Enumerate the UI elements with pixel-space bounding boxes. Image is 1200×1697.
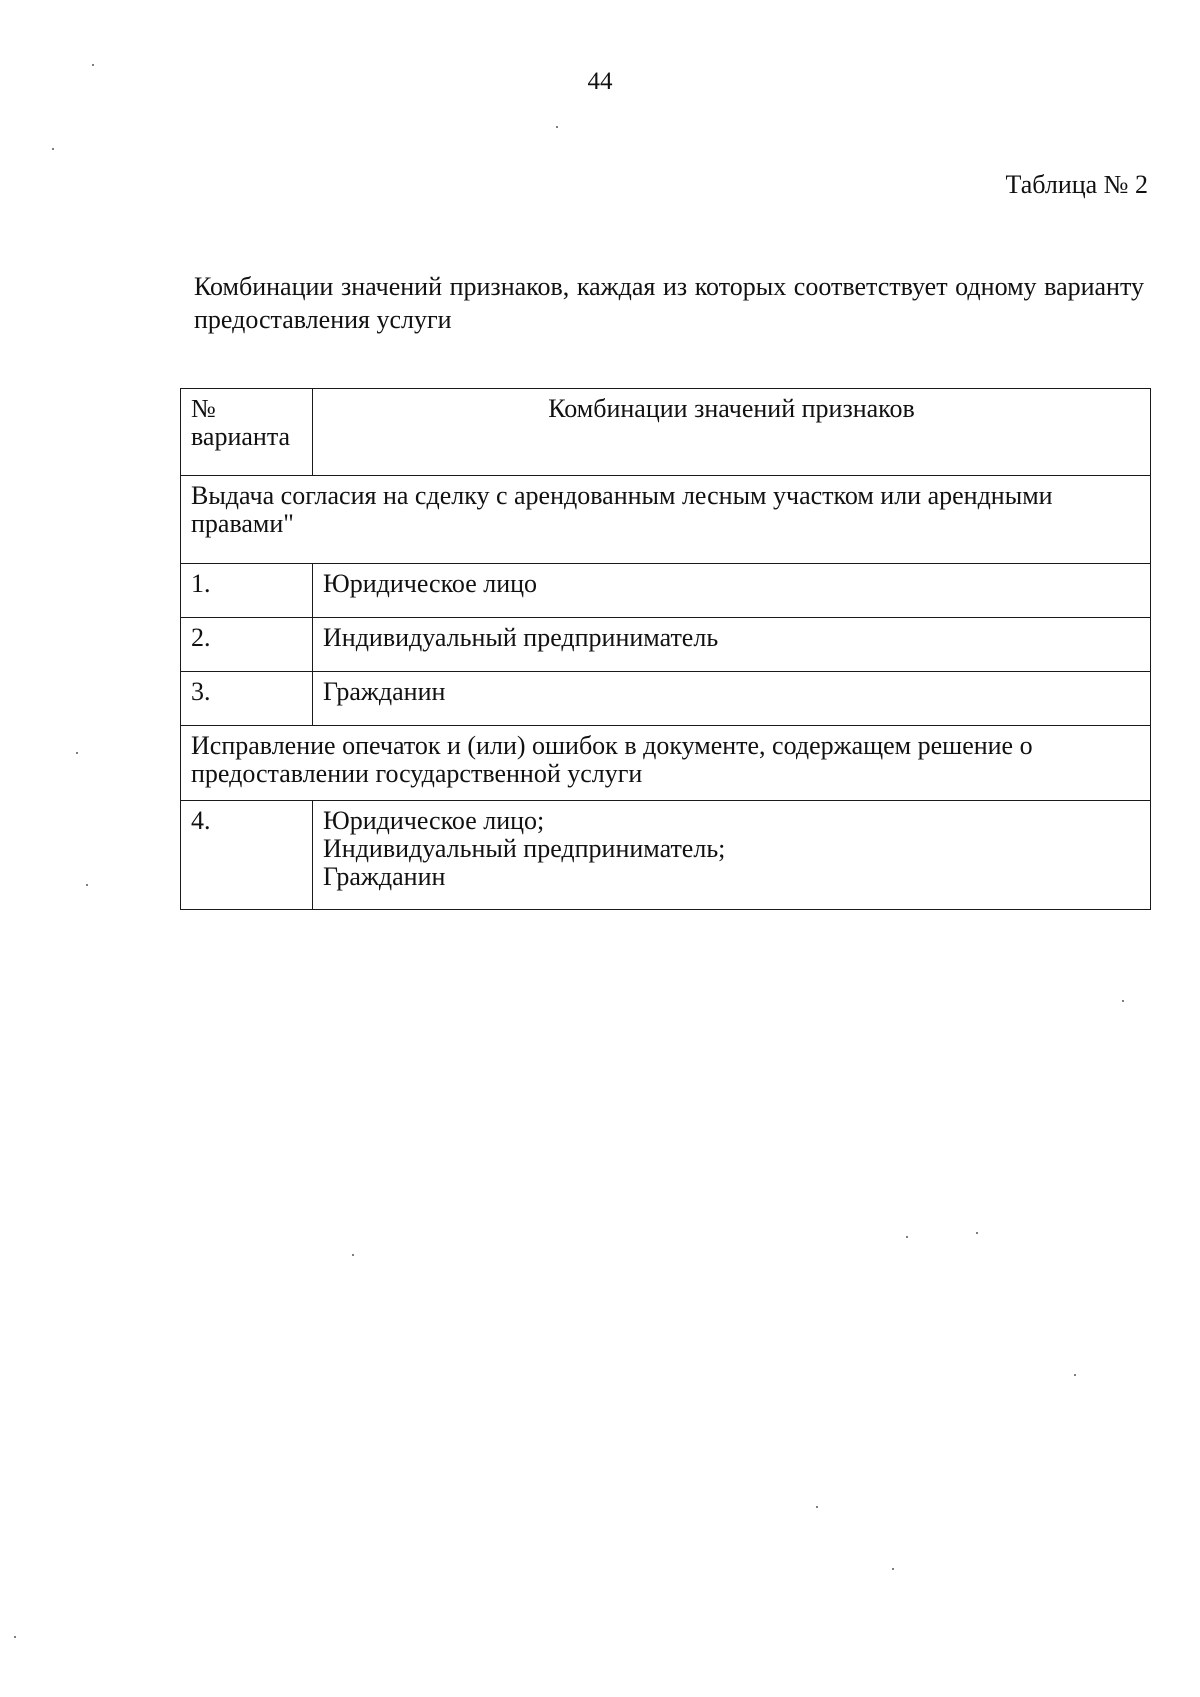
table-header-row (181, 389, 1151, 476)
variant-combination: Юридическое лицо (313, 564, 1151, 618)
table-row (181, 564, 1151, 618)
variant-number: 1. (181, 564, 313, 618)
scan-speck (352, 1254, 354, 1256)
section-row (181, 726, 1151, 801)
combination-line: Гражданин (323, 862, 446, 891)
variant-number: 4. (181, 801, 313, 910)
scan-speck (92, 64, 94, 66)
header-combinations: Комбинации значений признаков (313, 389, 1151, 476)
scan-speck (556, 126, 558, 128)
variant-number: 2. (181, 618, 313, 672)
combination-line: Индивидуальный предприниматель; (323, 834, 726, 863)
scan-speck (892, 1568, 894, 1570)
scan-speck (976, 1232, 978, 1234)
table-caption: Комбинации значений признаков, каждая из которых соответствует одному варианту предоставления услуги (194, 272, 1144, 334)
scan-speck (1074, 1374, 1076, 1376)
variant-combination: Индивидуальный предприниматель (313, 618, 1151, 672)
section-title: Исправление опечаток и (или) ошибок в документе, содержащем решение о предоставлении государственной услуги (181, 726, 1151, 801)
header-variant-number (181, 389, 313, 476)
scan-speck (52, 148, 54, 150)
scan-speck (14, 1636, 16, 1638)
variant-combination (313, 801, 1151, 910)
variant-combination: Гражданин (313, 672, 1151, 726)
scan-speck (76, 752, 78, 754)
variants-table (180, 388, 1151, 910)
table-row (181, 801, 1151, 910)
section-row (181, 476, 1151, 564)
scan-speck (1122, 1000, 1124, 1002)
section-title: Выдача согласия на сделку с арендованным лесным участком или арендными правами" (181, 476, 1151, 564)
combination-line: Юридическое лицо; (323, 806, 545, 835)
variant-number: 3. (181, 672, 313, 726)
table-label: Таблица № 2 (1005, 170, 1148, 199)
scan-speck (906, 1236, 908, 1238)
scan-speck (86, 884, 88, 886)
scan-speck (816, 1506, 818, 1508)
page-number: 44 (587, 68, 613, 95)
table-row (181, 618, 1151, 672)
table-row (181, 672, 1151, 726)
header-variant-word: варианта (191, 422, 291, 451)
header-number-sign: № (191, 394, 216, 423)
